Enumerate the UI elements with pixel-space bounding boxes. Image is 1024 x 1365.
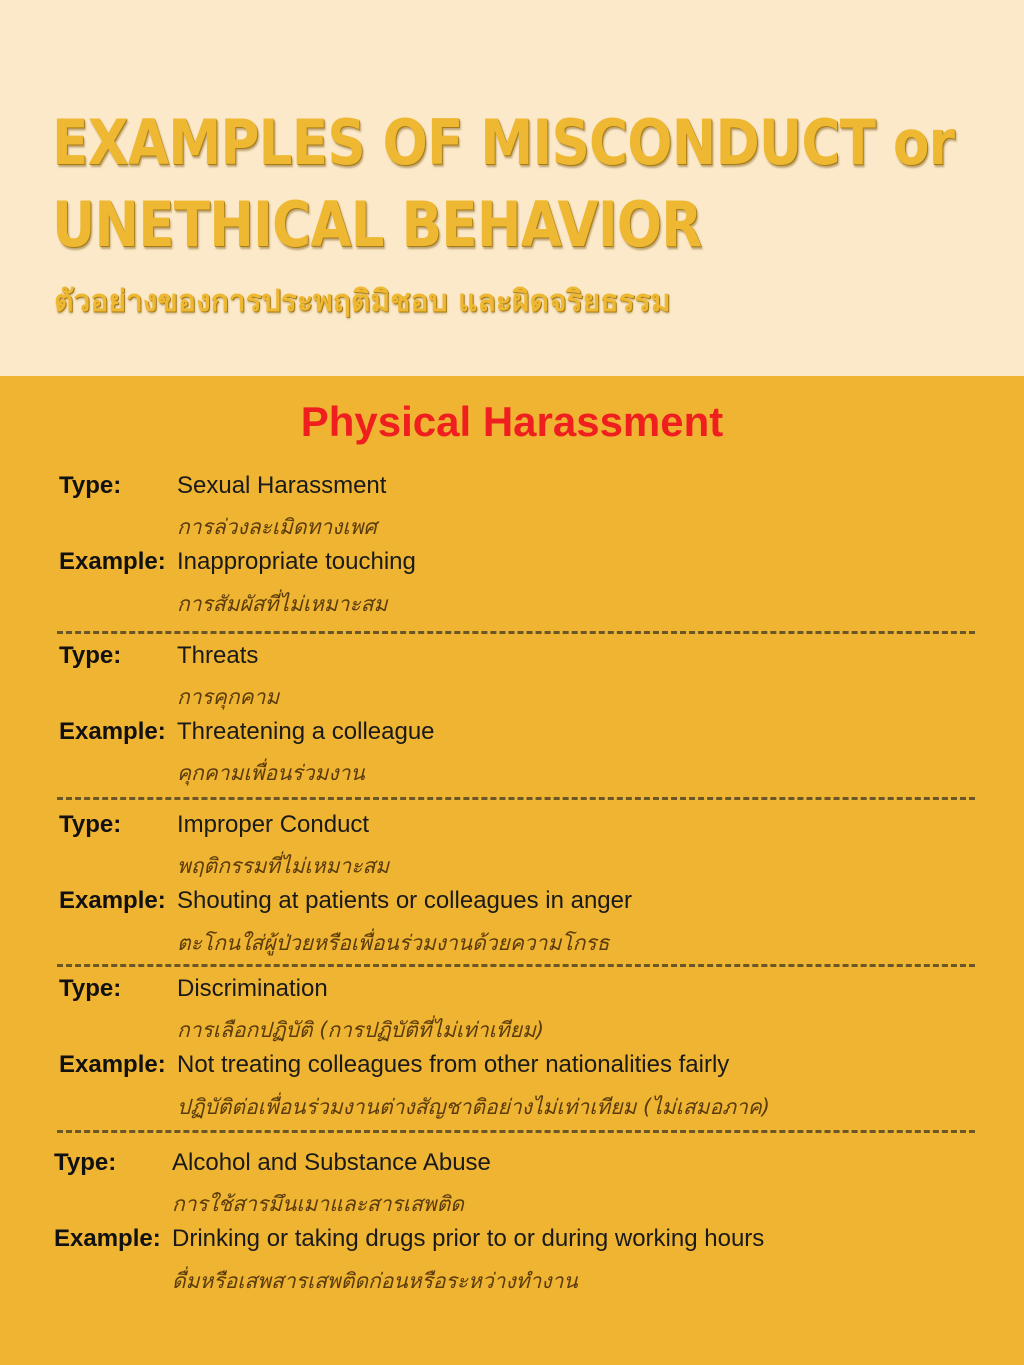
example-label: Example: <box>59 1051 166 1078</box>
dashed-divider <box>57 631 975 634</box>
example-value-thai: ปฏิบัติต่อเพื่อนร่วมงานต่างสัญชาติอย่างไม่เท่าเทียม (ไม่เสมอภาค) <box>177 1095 770 1119</box>
dashed-divider <box>57 1130 975 1133</box>
type-label: Type: <box>54 1149 117 1176</box>
example-label: Example: <box>59 887 166 914</box>
example-label: Example: <box>59 718 166 745</box>
dashed-divider <box>57 964 975 967</box>
type-value: Discrimination <box>177 975 328 1002</box>
type-label: Type: <box>59 472 122 499</box>
type-label: Type: <box>59 642 122 669</box>
type-value-thai: การเลือกปฏิบัติ (การปฏิบัติที่ไม่เท่าเทียม) <box>177 1018 545 1042</box>
type-value-thai: พฤติกรรมที่ไม่เหมาะสม <box>177 854 390 878</box>
page-title-line-2: UNETHICAL BEHAVIOR <box>52 188 702 261</box>
example-label: Example: <box>54 1225 161 1252</box>
type-value: Threats <box>177 642 259 669</box>
section-title: Physical Harassment <box>300 398 724 445</box>
content-panel <box>0 376 1024 1365</box>
dashed-divider <box>57 797 975 800</box>
type-label: Type: <box>59 975 122 1002</box>
type-value-thai: การคุกคาม <box>177 685 280 709</box>
example-value-thai: คุกคามเพื่อนร่วมงาน <box>177 761 365 785</box>
example-value-thai: ดื่มหรือเสพสารเสพติดก่อนหรือระหว่างทำงาน <box>172 1269 578 1293</box>
example-label: Example: <box>59 548 166 575</box>
example-value: Drinking or taking drugs prior to or during working hours <box>172 1225 765 1252</box>
page-title-thai: ตัวอย่างของการประพฤติมิชอบ และผิดจริยธรรม <box>54 284 671 319</box>
example-value: Shouting at patients or colleagues in anger <box>177 887 632 914</box>
example-value: Inappropriate touching <box>177 548 416 575</box>
type-value-thai: การใช้สารมึนเมาและสารเสพติด <box>172 1192 464 1216</box>
example-value: Threatening a colleague <box>177 718 435 745</box>
type-value-thai: การล่วงละเมิดทางเพศ <box>177 515 377 539</box>
example-value: Not treating colleagues from other nationalities fairly <box>177 1051 730 1078</box>
page-title-line-1: EXAMPLES OF MISCONDUCT or <box>52 106 955 179</box>
type-label: Type: <box>59 811 122 838</box>
type-value: Sexual Harassment <box>177 472 387 499</box>
type-value: Improper Conduct <box>177 811 370 838</box>
type-value: Alcohol and Substance Abuse <box>172 1149 491 1176</box>
example-value-thai: การสัมผัสที่ไม่เหมาะสม <box>177 592 388 616</box>
example-value-thai: ตะโกนใส่ผู้ป่วยหรือเพื่อนร่วมงานด้วยความโกรธ <box>177 931 610 955</box>
